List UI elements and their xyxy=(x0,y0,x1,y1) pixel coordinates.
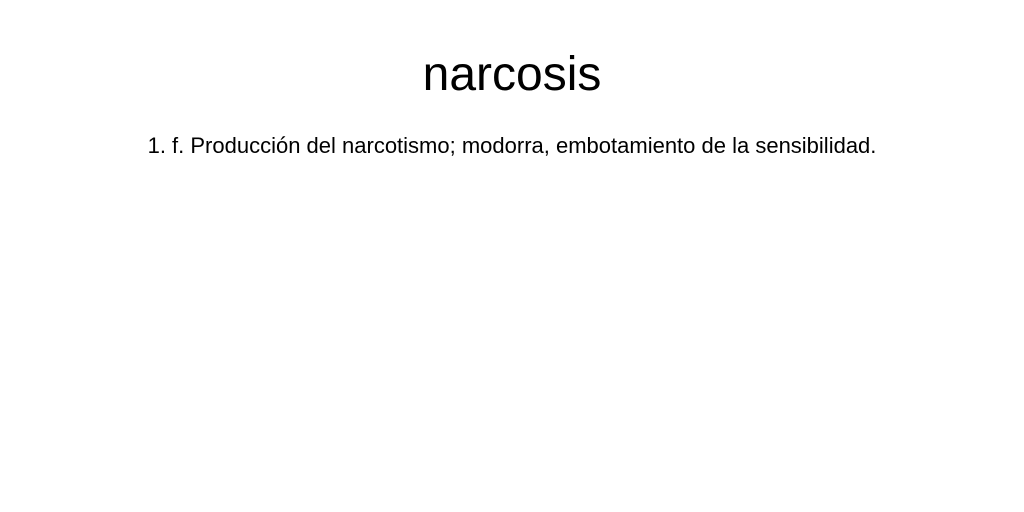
entry-headword: narcosis xyxy=(422,48,602,101)
entry-definition-1: 1. f. Producción del narcotismo; modorra, embotamiento de la sensibilidad. xyxy=(147,133,877,158)
